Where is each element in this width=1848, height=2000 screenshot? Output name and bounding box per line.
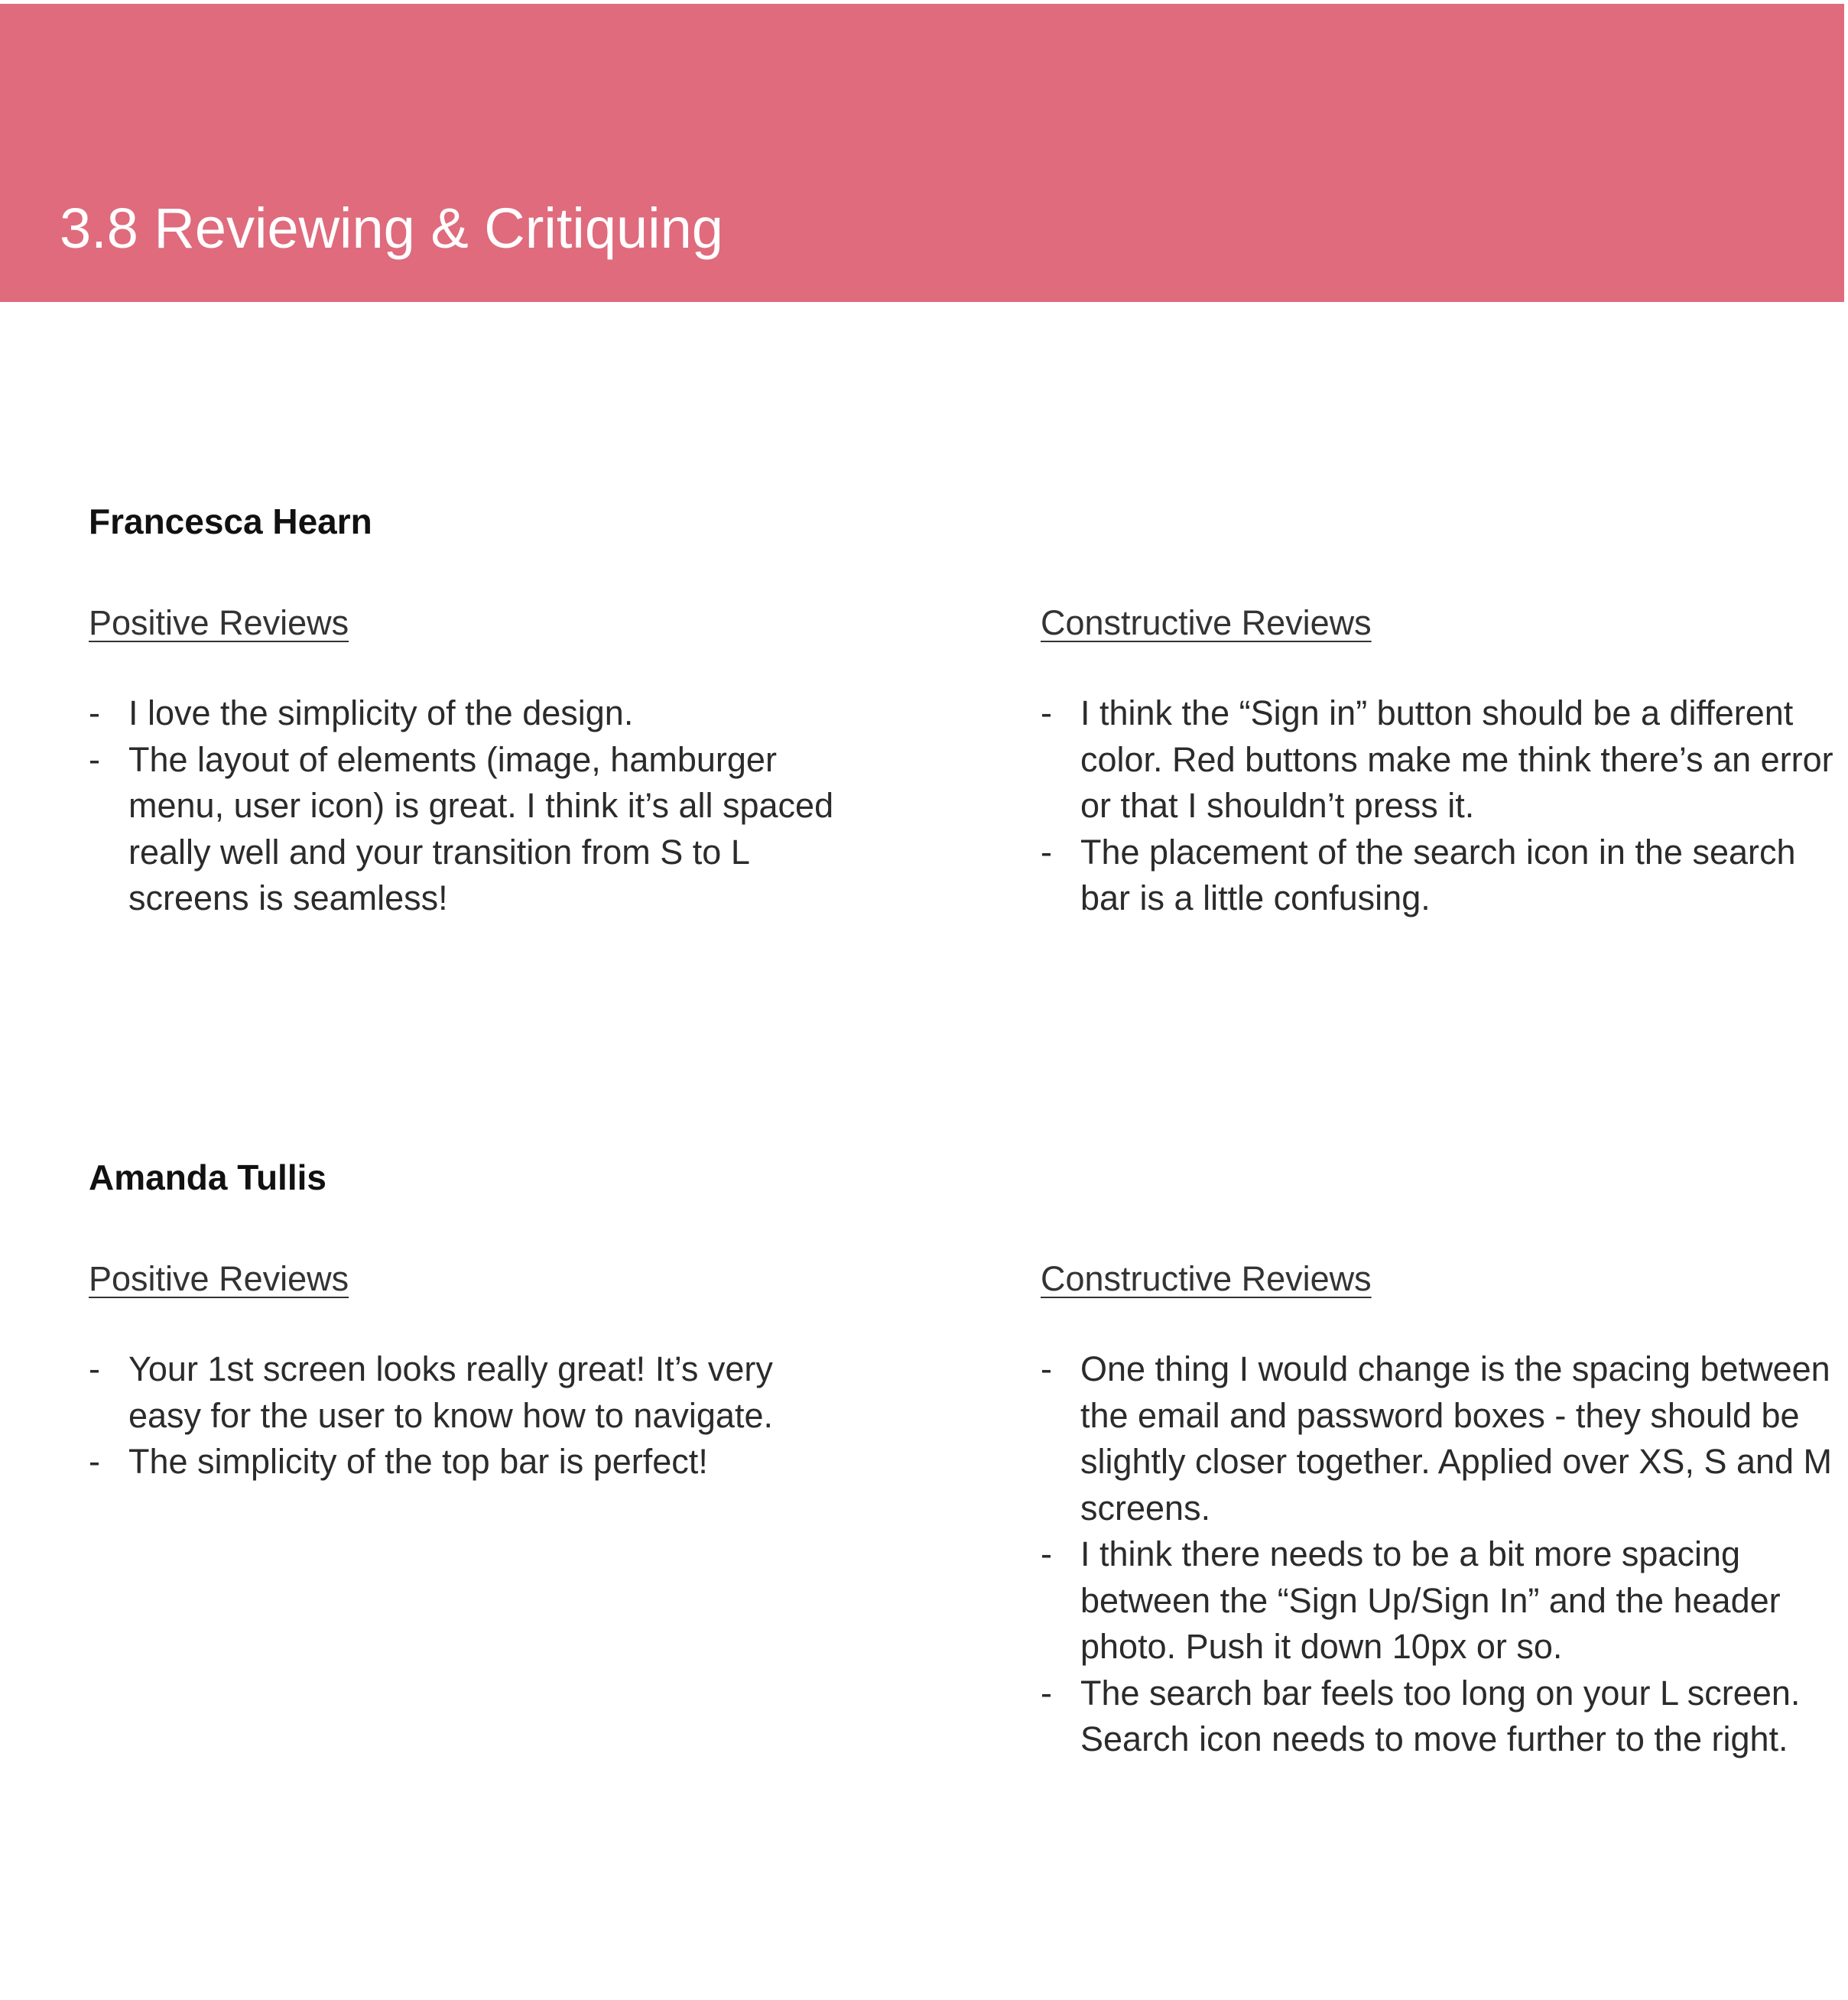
reviewer-name: Francesca Hearn: [89, 502, 372, 541]
list-item: [1041, 1531, 1848, 1670]
review-text: I think there needs to be a bit more spacing between the “Sign Up/Sign In” and the header photo. Push it down 10px or so.: [1080, 1534, 1781, 1666]
bullet-dash: -: [1041, 1349, 1052, 1388]
review-text: I love the simplicity of the design.: [128, 693, 634, 732]
bullet-dash: -: [89, 739, 100, 779]
review-text: The simplicity of the top bar is perfect!: [128, 1442, 708, 1481]
list-item: [89, 1346, 853, 1439]
positive-reviews-list: [89, 1346, 853, 1485]
positive-reviews-list: [89, 690, 853, 922]
bullet-dash: -: [89, 693, 100, 732]
page-title: 3.8 Reviewing & Critiquing: [60, 196, 723, 260]
list-item: [89, 690, 853, 737]
review-text: One thing I would change is the spacing between the email and password boxes - they should be slightly closer together. Applied over XS, S and M screens.: [1080, 1349, 1833, 1528]
list-item: [1041, 830, 1848, 922]
bullet-dash: -: [1041, 1534, 1052, 1573]
review-text: Your 1st screen looks really great! It’s very easy for the user to know how to navigate.: [128, 1349, 773, 1435]
list-item: [1041, 690, 1848, 830]
bullet-dash: -: [1041, 832, 1052, 872]
review-text: The placement of the search icon in the search bar is a little confusing.: [1080, 832, 1796, 917]
constructive-reviews-heading: Constructive Reviews: [1041, 1259, 1372, 1298]
positive-reviews-heading: Positive Reviews: [89, 1259, 349, 1298]
bullet-dash: -: [89, 1442, 100, 1481]
review-text: The layout of elements (image, hamburger menu, user icon) is great. I think it’s all spaced really well and your transition from S to L screens is seamless!: [128, 739, 834, 917]
list-item: [89, 737, 853, 922]
constructive-reviews-list: [1041, 1346, 1848, 1763]
list-item: [89, 1439, 853, 1485]
bullet-dash: -: [1041, 1673, 1052, 1713]
title-banner: [0, 4, 1844, 302]
bullet-dash: -: [89, 1349, 100, 1388]
list-item: [1041, 1670, 1848, 1763]
constructive-reviews-heading: Constructive Reviews: [1041, 603, 1372, 642]
constructive-reviews-list: [1041, 690, 1848, 922]
reviewer-name: Amanda Tullis: [89, 1157, 326, 1197]
bullet-dash: -: [1041, 693, 1052, 732]
review-text: I think the “Sign in” button should be a different color. Red buttons make me think there’s an error or that I shouldn’t press it.: [1080, 693, 1833, 825]
review-text: The search bar feels too long on your L screen. Search icon needs to move further to the right.: [1080, 1673, 1801, 1758]
positive-reviews-heading: Positive Reviews: [89, 603, 349, 642]
list-item: [1041, 1346, 1848, 1531]
